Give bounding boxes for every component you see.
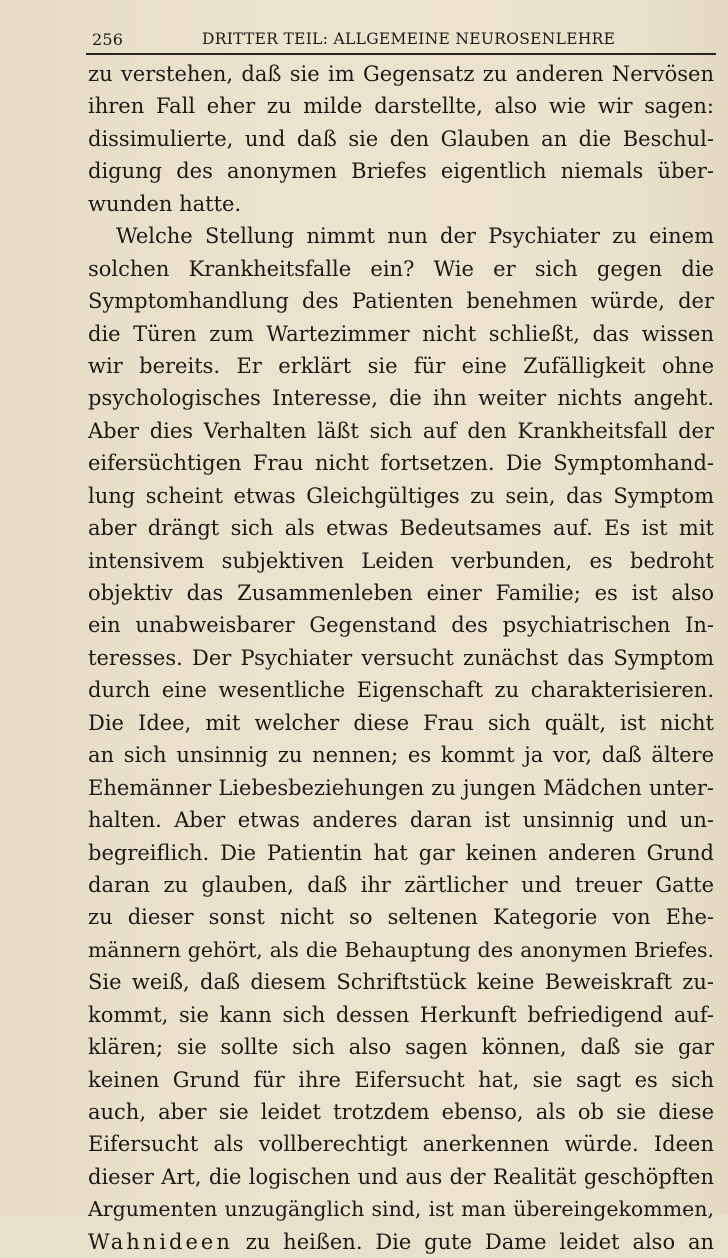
text-line: ein unabweisbarer Gegenstand des psychiatrischen In- [88,613,714,638]
text-line: Eifersucht als vollberechtigt anerkennen würde. Ideen [88,1132,714,1157]
text-line: durch eine wesentliche Eigenschaft zu charakterisieren. [88,678,714,703]
text-line: an sich unsinnig zu nennen; es kommt ja vor, daß ältere [88,743,714,768]
text-line: ihren Fall eher zu milde darstellte, also wie wir sagen: [88,94,714,119]
text-line: Die Idee, mit welcher diese Frau sich quält, ist nicht [88,710,714,735]
text-line: die Türen zum Wartezimmer nicht schließt, das wissen [88,321,714,346]
final-line-rest: zu heißen. Die gute Dame leidet also an [232,1229,714,1254]
body-text [88,58,714,1258]
text-line: wir bereits. Er erklärt sie für eine Zufälligkeit ohne [88,353,714,378]
text-line: Sie weiß, daß diesem Schriftstück keine Beweiskraft zu- [88,970,714,995]
text-line: auch, aber sie leidet trotzdem ebenso, als ob sie diese [88,1100,714,1124]
text-line: digung des anonymen Briefes eigentlich niemals über- [88,159,714,184]
text-line: lung scheint etwas Gleichgültiges zu sein, das Symptom [88,483,714,508]
text-line: Aber dies Verhalten läßt sich auf den Krankheitsfall der [88,418,714,443]
page-number: 256 [92,30,124,49]
header-rule [86,53,716,55]
text-line: kommt, sie kann sich dessen Herkunft befriedigend auf- [88,1002,714,1027]
text-line: männern gehört, als die Behauptung des anonymen Briefes. [88,937,714,962]
text-line: objektiv das Zusammenleben einer Familie; es ist also [88,581,714,605]
text-line: zu dieser sonst nicht so seltenen Kategorie von Ehe- [88,905,714,930]
text-line: Welche Stellung nimmt nun der Psychiater zu einem [116,224,714,249]
spaced-term: Wahnideen [88,1229,233,1254]
text-line: Symptomhandlung des Patienten benehmen würde, der [88,289,714,314]
text-line: psychologisches Interesse, die ihn weiter nichts angeht. [88,386,714,411]
text-line: halten. Aber etwas anderes daran ist unsinnig und un- [88,808,714,833]
text-line: solchen Krankheitsfalle ein? Wie er sich gegen die [88,256,714,281]
running-head: DRITTER TEIL: ALLGEMEINE NEUROSENLEHRE [202,30,616,48]
text-line: aber drängt sich als etwas Bedeutsames auf. Es ist mit [88,516,714,541]
text-line: dissimulierte, und daß sie den Glauben an die Beschul- [88,126,714,151]
text-line-final [88,1226,714,1258]
text-line: klären; sie sollte sich also sagen können, daß sie gar [88,1035,714,1060]
text-line: intensivem subjektiven Leiden verbunden, es bedroht [88,548,714,573]
text-line: keinen Grund für ihre Eifersucht hat, sie sagt es sich [88,1067,714,1092]
text-line: Ehemänner Liebesbeziehungen zu jungen Mädchen unter- [88,775,714,800]
text-line: eifersüchtigen Frau nicht fortsetzen. Die Symptomhand- [88,451,714,476]
text-line: dieser Art, die logischen und aus der Realität geschöpften [88,1164,714,1189]
page-header [86,26,718,56]
text-line: teresses. Der Psychiater versucht zunächst das Symptom [88,645,714,670]
text-line: wunden hatte. [88,191,242,216]
text-line: begreiflich. Die Patientin hat gar keinen anderen Grund [88,840,714,865]
text-line: zu verstehen, daß sie im Gegensatz zu anderen Nervösen [88,62,714,86]
text-line: Argumenten unzugänglich sind, ist man übereingekommen, [88,1197,714,1222]
text-line: daran zu glauben, daß ihr zärtlicher und treuer Gatte [88,872,714,897]
